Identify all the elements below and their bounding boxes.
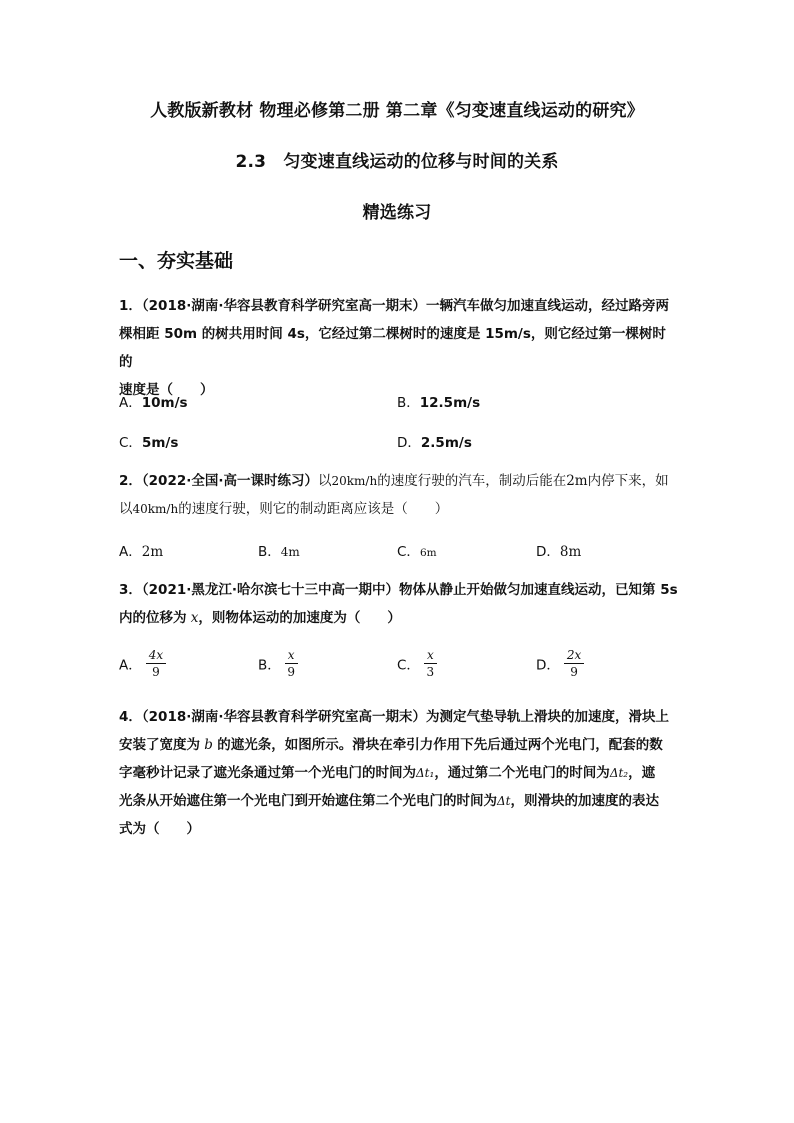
question-4-line-3 xyxy=(119,759,679,787)
question-3 xyxy=(119,576,679,632)
fraction xyxy=(146,648,166,679)
question-4-text: 安装了宽度为 xyxy=(119,737,200,753)
question-4-line-5 xyxy=(119,815,679,843)
question-4-text: 的遮光条，如图所示。滑块在牵引力作用下先后通过两个光电门，配套的数 xyxy=(217,737,663,753)
fraction xyxy=(564,648,584,679)
question-2-source: （2022·全国·高一课时练习） xyxy=(141,473,318,489)
question-4-line-1 xyxy=(119,703,679,731)
option-value: 8m xyxy=(559,544,582,560)
question-4-line-2 xyxy=(119,731,679,759)
question-1-text-3: 速度是（ ） xyxy=(119,382,214,398)
question-2-line-1 xyxy=(119,467,679,495)
fraction-denominator: 9 xyxy=(287,665,295,679)
question-3-text: ，则物体运动的加速度为（ ） xyxy=(198,610,401,626)
option-label: A． xyxy=(119,544,142,560)
question-4-text: ，遮 xyxy=(628,765,656,781)
question-2-text: 的速度行驶的汽车，制动后能在 xyxy=(377,473,567,489)
question-4-text: 为测定气垫导轨上滑块的加速度，滑块上 xyxy=(426,709,669,725)
question-2-text: 以 xyxy=(318,473,332,489)
option-label: D． xyxy=(536,544,560,560)
document-title: 人教版新教材 物理必修第二册 第二章《匀变速直线运动的研究》 xyxy=(150,101,644,121)
question-1-option-b[interactable] xyxy=(397,391,480,411)
option-label: C． xyxy=(119,435,142,451)
fraction-numerator: x xyxy=(424,648,437,664)
question-1-option-a[interactable] xyxy=(119,391,188,411)
question-3-number: 3． xyxy=(119,582,142,598)
question-3-option-c[interactable] xyxy=(397,648,437,679)
question-4-text: ，通过第二个光电门的时间为 xyxy=(434,765,610,781)
option-label: B． xyxy=(397,395,420,411)
question-2-text: 以 xyxy=(119,501,133,517)
question-4 xyxy=(119,703,679,843)
question-4-text: 光条从开始遮住第一个光电门到开始遮住第二个光电门的时间为 xyxy=(119,793,497,809)
question-3-option-d[interactable] xyxy=(536,648,584,679)
option-value: 4m xyxy=(280,545,300,559)
question-3-line-1 xyxy=(119,576,679,604)
option-label: C． xyxy=(397,657,420,674)
fraction-denominator: 9 xyxy=(570,665,578,679)
exercise-label: 精选练习 xyxy=(362,203,432,223)
question-4-text: 式为（ ） xyxy=(119,821,200,837)
question-3-text: 内的位移为 xyxy=(119,610,187,626)
option-value: 2.5m/s xyxy=(420,435,472,451)
option-value: 2m xyxy=(141,544,164,560)
variable-x: x xyxy=(190,610,199,626)
option-label: D． xyxy=(397,435,421,451)
question-2 xyxy=(119,467,679,523)
fraction-numerator: 4x xyxy=(146,648,166,664)
question-3-source: （2021·黑龙江·哈尔滨七十三中高一期中） xyxy=(141,582,399,598)
question-4-line-4 xyxy=(119,787,679,815)
question-1-text-1: 一辆汽车做匀加速直线运动，经过路旁两 xyxy=(426,298,669,314)
question-4-number: 4． xyxy=(119,709,142,725)
fraction xyxy=(424,648,437,679)
speed-value-2: 40km/h xyxy=(132,502,179,516)
option-label: B． xyxy=(258,544,281,560)
option-value: 10m/s xyxy=(141,395,188,411)
question-1-text-2: 棵相距 50m 的树共用时间 4s，它经过第二棵树时的速度是 15m/s，则它经过第一棵树时的 xyxy=(119,326,666,370)
variable-b: b xyxy=(204,737,213,753)
distance-value: 2m xyxy=(566,473,588,489)
option-label: A． xyxy=(119,395,142,411)
question-1-line-2 xyxy=(119,320,679,376)
question-1-number: 1． xyxy=(119,298,142,314)
variable-delta-t: Δt xyxy=(497,794,511,808)
question-2-text: 的速度行驶，则它的制动距离应该是（ ） xyxy=(178,501,449,517)
question-4-source: （2018·湖南·华容县教育科学研究室高一期末） xyxy=(141,709,426,725)
question-3-line-2 xyxy=(119,604,679,632)
question-2-text: 内停下来，如 xyxy=(587,473,669,489)
option-label: D． xyxy=(536,657,560,674)
question-1-source: （2018·湖南·华容县教育科学研究室高一期末） xyxy=(141,298,426,314)
question-2-number: 2． xyxy=(119,473,142,489)
variable-delta-t2: Δt₂ xyxy=(609,766,629,780)
question-1-line-1 xyxy=(119,292,679,320)
fraction-denominator: 9 xyxy=(152,665,160,679)
question-1-option-d[interactable] xyxy=(397,431,472,451)
question-2-line-2 xyxy=(119,495,679,523)
question-3-option-a[interactable] xyxy=(119,648,166,679)
option-value: 5m/s xyxy=(141,435,179,451)
fraction-numerator: 2x xyxy=(564,648,584,664)
question-1 xyxy=(119,292,679,404)
variable-delta-t1: Δt₁ xyxy=(416,766,435,780)
question-1-option-c[interactable] xyxy=(119,431,178,451)
option-label: B． xyxy=(258,657,281,674)
question-4-text: ，则滑块的加速度的表达 xyxy=(510,793,659,809)
fraction-denominator: 3 xyxy=(426,665,435,679)
question-3-text: 物体从静止开始做匀加速直线运动，已知第 5s xyxy=(399,582,678,598)
option-label: C． xyxy=(397,544,420,560)
option-label: A． xyxy=(119,657,142,674)
question-2-option-b[interactable] xyxy=(258,540,300,560)
speed-value-1: 20km/h xyxy=(331,474,378,488)
fraction-numerator: x xyxy=(285,648,298,664)
question-2-option-a[interactable] xyxy=(119,540,163,560)
section-heading: 一、夯实基础 xyxy=(119,250,234,272)
question-2-option-d[interactable] xyxy=(536,540,581,560)
question-4-text: 字毫秒计记录了遮光条通过第一个光电门的时间为 xyxy=(119,765,416,781)
question-2-option-c[interactable] xyxy=(397,540,437,560)
option-value: 12.5m/s xyxy=(419,395,481,411)
lesson-subtitle: 2.3 匀变速直线运动的位移与时间的关系 xyxy=(235,152,559,172)
fraction xyxy=(285,648,298,679)
question-3-option-b[interactable] xyxy=(258,648,298,679)
option-value: 6m xyxy=(419,547,437,559)
